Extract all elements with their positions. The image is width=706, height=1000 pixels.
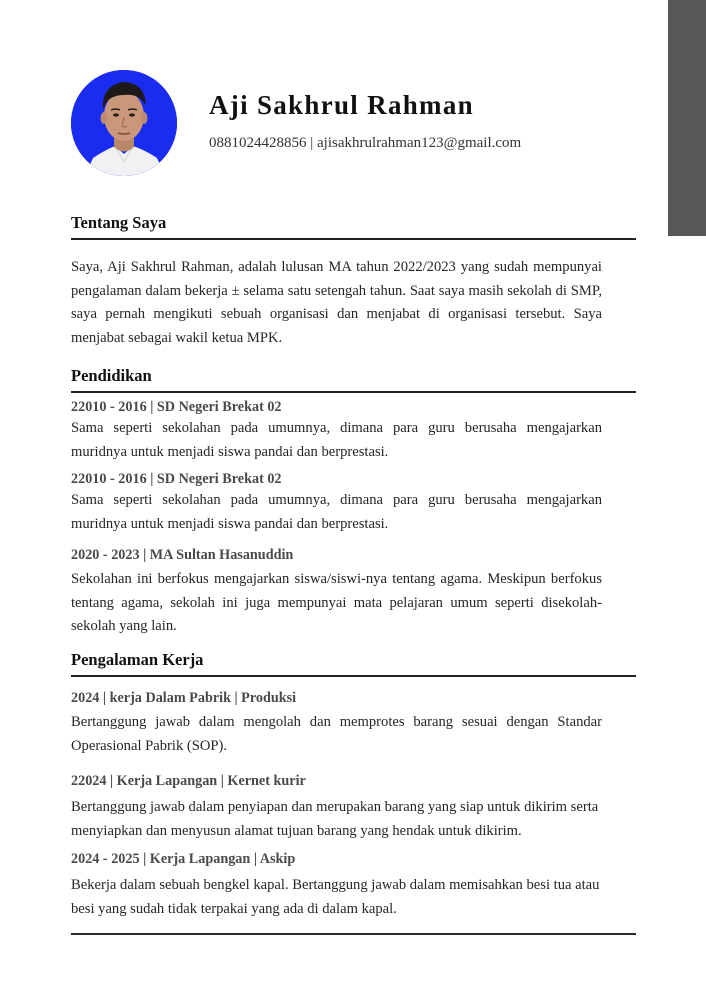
education-entry-description: Sama seperti sekolahan pada umumnya, dimana para guru berusaha mengajarkan muridnya untuk menjadi siswa pandai dan berprestasi. xyxy=(71,492,602,532)
about-text: Saya, Aji Sakhrul Rahman, adalah lulusan MA tahun 2022/2023 yang sudah mempunyai pengalaman dalam bekerja ± selama satu setengah tahun. Saat saya masih sekolah di SMP, saya pernah mengikuti sebuah organisasi dan menjabat di organisasi tersebut. Saya menjabat sebagai wakil ketua MPK. xyxy=(71,259,602,346)
education-entry xyxy=(71,471,636,536)
profile-header xyxy=(71,70,636,178)
experience-entry xyxy=(71,851,636,921)
education-entry xyxy=(71,547,636,639)
scrollbar-thumb[interactable] xyxy=(668,0,706,236)
education-entry-heading: 22010 - 2016 | SD Negeri Brekat 02 xyxy=(71,399,282,415)
education-entry-description: Sekolahan ini berfokus mengajarkan siswa/siswi-nya tentang agama. Meskipun berfokus tentang agama, sekolah ini juga mempunyai mata pelajaran umum seperti disekolah-sekolah yang lain. xyxy=(71,571,602,634)
education-entry xyxy=(71,399,636,464)
section-title-experience: Pengalaman Kerja xyxy=(71,650,636,677)
profile-photo xyxy=(71,70,177,176)
section-education xyxy=(71,366,636,393)
experience-entry-description: Bertanggung jawab dalam penyiapan dan merupakan barang yang siap untuk dikirim serta menyiapkan dan menyusun alamat tujuan barang yang hendak untuk dikirim. xyxy=(71,799,599,839)
contact-info: 0881024428856 | ajisakhrulrahman123@gmail.com xyxy=(209,135,522,151)
section-title-education: Pendidikan xyxy=(71,366,636,393)
experience-entry-heading: 2024 | kerja Dalam Pabrik | Produksi xyxy=(71,690,297,706)
bottom-divider xyxy=(71,933,636,935)
candidate-name: Aji Sakhrul Rahman xyxy=(209,90,474,120)
experience-entry-description: Bekerja dalam sebuah bengkel kapal. Bertanggung jawab dalam memisahkan besi tua atau besi yang sudah tidak terpakai yang ada di dalam kapal. xyxy=(71,877,600,917)
section-experience xyxy=(71,650,636,677)
experience-entry-heading: 22024 | Kerja Lapangan | Kernet kurir xyxy=(71,773,306,789)
education-entry-heading: 22010 - 2016 | SD Negeri Brekat 02 xyxy=(71,471,282,487)
person-photo-icon xyxy=(71,70,177,176)
experience-entry-heading: 2024 - 2025 | Kerja Lapangan | Askip xyxy=(71,851,296,867)
section-about xyxy=(71,213,636,350)
experience-entry xyxy=(71,690,636,758)
experience-entry-description: Bertanggung jawab dalam mengolah dan memprotes barang sesuai dengan Standar Operasional Pabrik (SOP). xyxy=(71,714,602,754)
education-entry-description: Sama seperti sekolahan pada umumnya, dimana para guru berusaha mengajarkan muridnya untuk menjadi siswa pandai dan berprestasi. xyxy=(71,420,602,460)
section-title-about: Tentang Saya xyxy=(71,213,636,240)
education-entry-heading: 2020 - 2023 | MA Sultan Hasanuddin xyxy=(71,547,294,563)
experience-entry xyxy=(71,773,636,843)
